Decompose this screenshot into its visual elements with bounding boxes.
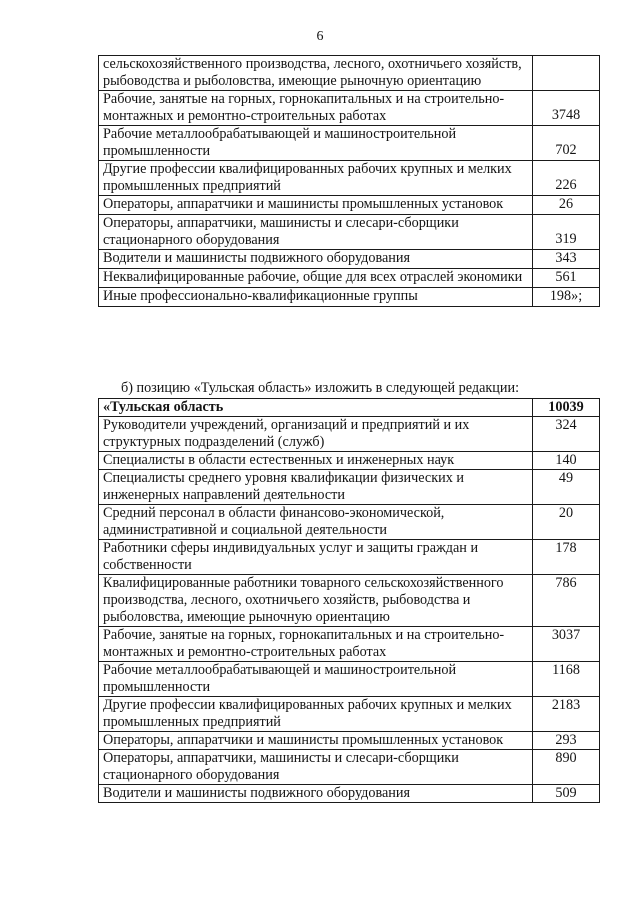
table-row [99, 56, 600, 91]
table-row [99, 126, 600, 161]
row-value: 2183 [533, 697, 600, 732]
row-label: Средний персонал в области финансово-экономической, административной и социальной деятельности [99, 505, 533, 540]
row-value: 702 [533, 126, 600, 161]
table-row [99, 161, 600, 196]
row-value: 324 [533, 417, 600, 452]
row-label: Операторы, аппаратчики, машинисты и слесари-сборщики стационарного оборудования [99, 750, 533, 785]
row-label: Специалисты в области естественных и инженерных наук [99, 452, 533, 470]
row-label: Рабочие, занятые на горных, горнокапитальных и на строительно-монтажных и ремонтно-строительных работах [99, 91, 533, 126]
row-value: 343 [533, 250, 600, 269]
row-label: Водители и машинисты подвижного оборудования [99, 250, 533, 269]
row-label: Руководители учреждений, организаций и предприятий и их структурных подразделений (служб) [99, 417, 533, 452]
table-row [99, 575, 600, 627]
row-value: 26 [533, 196, 600, 215]
table-row [99, 540, 600, 575]
table-row [99, 750, 600, 785]
row-value: 1168 [533, 662, 600, 697]
row-label: Неквалифицированные рабочие, общие для всех отраслей экономики [99, 269, 533, 288]
table-header-row [99, 399, 600, 417]
row-value: 319 [533, 215, 600, 250]
row-value: 226 [533, 161, 600, 196]
table-row [99, 697, 600, 732]
table-row [99, 417, 600, 452]
table-row [99, 785, 600, 803]
row-label: сельскохозяйственного производства, лесного, охотничьего хозяйств, рыбоводства и рыболовства, имеющие рыночную ориентацию [99, 56, 533, 91]
table-row [99, 250, 600, 269]
table-row [99, 470, 600, 505]
row-value: 561 [533, 269, 600, 288]
row-label: Рабочие металлообрабатывающей и машиностроительной промышленности [99, 662, 533, 697]
row-label: Водители и машинисты подвижного оборудования [99, 785, 533, 803]
row-value: 140 [533, 452, 600, 470]
row-label: Операторы, аппаратчики, машинисты и слесари-сборщики стационарного оборудования [99, 215, 533, 250]
row-value: 3748 [533, 91, 600, 126]
row-value: 20 [533, 505, 600, 540]
row-value [533, 56, 600, 91]
row-value: 49 [533, 470, 600, 505]
row-value: 178 [533, 540, 600, 575]
table-row [99, 452, 600, 470]
row-label: Специалисты среднего уровня квалификации физических и инженерных направлений деятельности [99, 470, 533, 505]
row-value: 198»; [533, 288, 600, 307]
row-label: Операторы, аппаратчики и машинисты промышленных установок [99, 196, 533, 215]
table-row [99, 91, 600, 126]
row-value: 890 [533, 750, 600, 785]
row-value: 509 [533, 785, 600, 803]
row-label: Другие профессии квалифицированных рабочих крупных и мелких промышленных предприятий [99, 697, 533, 732]
page-number: 6 [316, 29, 324, 44]
table-row [99, 215, 600, 250]
row-value: 786 [533, 575, 600, 627]
region-total: 10039 [533, 399, 600, 417]
table-tula-region [98, 398, 600, 803]
table-row [99, 627, 600, 662]
row-value: 3037 [533, 627, 600, 662]
row-label: Рабочие металлообрабатывающей и машиностроительной промышленности [99, 126, 533, 161]
row-label: Операторы, аппаратчики и машинисты промышленных установок [99, 732, 533, 750]
table-continued [98, 55, 600, 307]
row-label: Рабочие, занятые на горных, горнокапитальных и на строительно-монтажных и ремонтно-строительных работах [99, 627, 533, 662]
table-row [99, 269, 600, 288]
amendment-instruction: б) позицию «Тульская область» изложить в следующей редакции: [120, 380, 520, 396]
table-row [99, 288, 600, 307]
row-value: 293 [533, 732, 600, 750]
row-label: Иные профессионально-квалификационные группы [99, 288, 533, 307]
row-label: Квалифицированные работники товарного сельскохозяйственного производства, лесного, охотничьего хозяйств, рыбоводства и рыболовства, имеющие рыночную ориентацию [99, 575, 533, 627]
table-row [99, 505, 600, 540]
table-row [99, 662, 600, 697]
table-row [99, 732, 600, 750]
table-row [99, 196, 600, 215]
row-label: Другие профессии квалифицированных рабочих крупных и мелких промышленных предприятий [99, 161, 533, 196]
row-label: Работники сферы индивидуальных услуг и защиты граждан и собственности [99, 540, 533, 575]
region-name: «Тульская область [99, 399, 533, 417]
